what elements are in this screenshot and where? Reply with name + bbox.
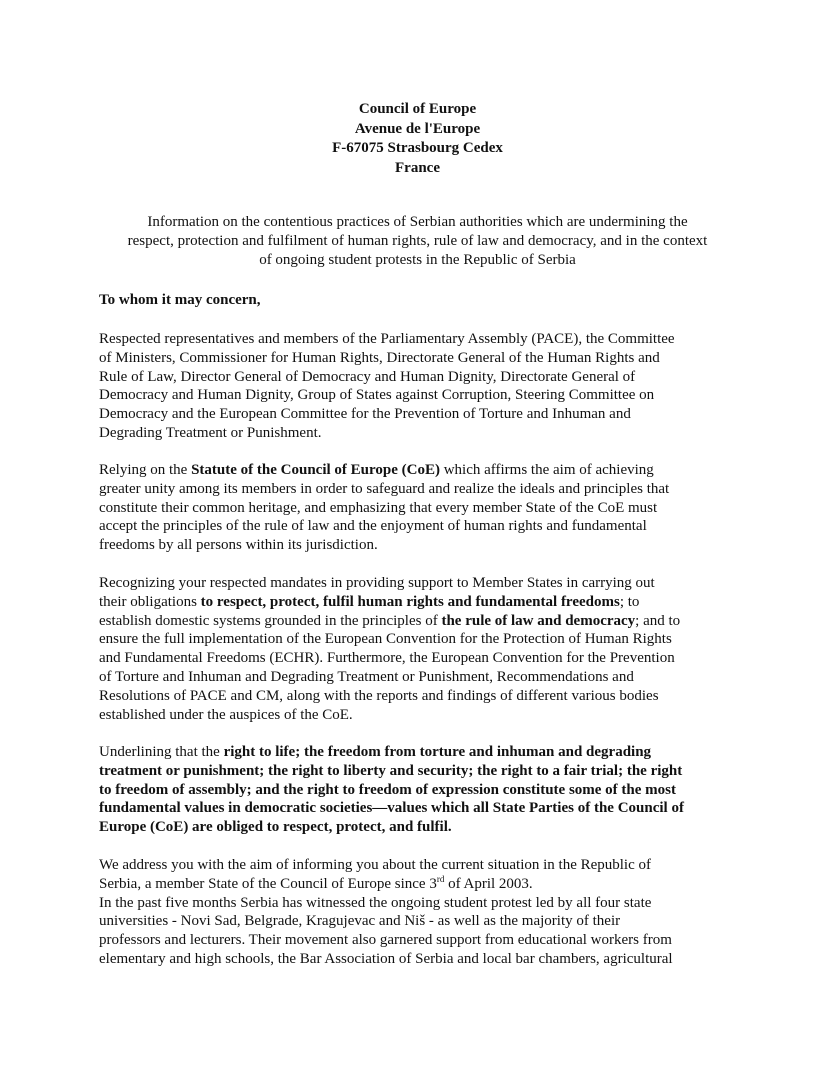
bold-text-line: Europe (CoE) are obliged to respect, protect, and fulfil. <box>99 819 452 836</box>
text-line: Respected representatives and members of the Parliamentary Assembly (PACE), the Committee <box>99 331 675 347</box>
text-line: Democracy and the European Committee for the Prevention of Torture and Inhuman and <box>99 406 631 423</box>
paragraph-mandates <box>99 574 749 724</box>
text-line: ensure the full implementation of the European Convention for the Protection of Human Rights <box>99 631 672 648</box>
paragraph-situation <box>99 856 749 969</box>
text-line: universities - Novi Sad, Belgrade, Kragujevac and Niš - as well as the majority of their <box>99 913 621 930</box>
subject-line: of ongoing student protests in the Republic of Serbia <box>259 251 576 268</box>
text-line: of Ministers, Commissioner for Human Rights, Directorate General of the Human Rights and <box>99 349 660 366</box>
paragraph-rights <box>99 743 749 837</box>
address-line: France <box>395 159 440 176</box>
bold-text-line: fundamental values in democratic societies—values which all State Parties of the Council of <box>99 800 684 817</box>
text-line: In the past five months Serbia has witnessed the ongoing student protest led by all four state <box>99 894 652 911</box>
text-line: of Torture and Inhuman and Degrading Treatment or Punishment, Recommendations and <box>99 668 634 685</box>
text-line: greater unity among its members in order to safeguard and realize the ideals and principles that <box>99 480 670 497</box>
text-line: accept the principles of the rule of law and the enjoyment of human rights and fundamental <box>99 518 647 535</box>
paragraph-statute <box>99 461 749 555</box>
text-run: ; to <box>619 593 640 610</box>
text-line: Resolutions of PACE and CM, along with the reports and findings of different various bodies <box>99 687 659 704</box>
address-line: Council of Europe <box>358 101 477 117</box>
text-line <box>99 593 749 612</box>
text-run: their obligations <box>99 593 201 610</box>
subject-line: Information on the contentious practices of Serbian authorities which are undermining the <box>147 214 688 230</box>
ordinal-suffix: rd <box>436 873 445 884</box>
text-line: Degrading Treatment or Punishment. <box>99 424 322 441</box>
bold-text-line: to freedom of assembly; and the right to freedom of expression constitute some of the most <box>99 781 677 798</box>
subject-line: respect, protection and fulfilment of human rights, rule of law and democracy, and in the context <box>127 232 708 249</box>
text-line: Rule of Law, Director General of Democracy and Human Dignity, Directorate General of <box>99 368 636 385</box>
text-line: professors and lecturers. Their movement also garnered support from educational workers from <box>99 932 672 949</box>
paragraph-addressees <box>99 330 749 443</box>
bold-text-line: treatment or punishment; the right to liberty and security; the right to a fair trial; the right <box>99 762 683 779</box>
recipient-address <box>0 100 835 178</box>
subject-heading <box>92 213 743 269</box>
text-line <box>99 612 749 631</box>
address-line: F-67075 Strasbourg Cedex <box>332 140 503 156</box>
text-line: We address you with the aim of informing you about the current situation in the Republic of <box>99 857 652 873</box>
text-line: and Fundamental Freedoms (ECHR). Furthermore, the European Convention for the Prevention <box>99 650 675 667</box>
text-run: Underlining that the <box>99 744 224 760</box>
text-line: elementary and high schools, the Bar Association of Serbia and local bar chambers, agricultural <box>99 950 673 967</box>
salutation: To whom it may concern, <box>99 292 261 308</box>
text-run: ; and to <box>635 612 681 629</box>
bold-text-run: the rule of law and democracy <box>441 612 636 629</box>
text-line: freedoms by all persons within its jurisdiction. <box>99 537 378 554</box>
text-line: Recognizing your respected mandates in providing support to Member States in carrying out <box>99 575 655 591</box>
text-line: established under the auspices of the CoE. <box>99 706 353 723</box>
text-line <box>99 461 749 480</box>
text-line: constitute their common heritage, and emphasizing that every member State of the CoE must <box>99 499 658 516</box>
text-run: which affirms the aim of achieving <box>439 462 654 478</box>
text-run: Serbia, a member State of the Council of Europe since 3 <box>99 875 437 892</box>
text-line: Democracy and Human Dignity, Group of States against Corruption, Steering Committee on <box>99 387 655 404</box>
text-run: of April 2003. <box>444 875 533 892</box>
text-line <box>99 743 749 762</box>
text-run: Relying on the <box>99 462 192 478</box>
text-line <box>99 875 749 894</box>
bold-text-run: right to life; the freedom from torture and inhuman and degrading <box>223 744 652 760</box>
address-line: Avenue de l'Europe <box>354 120 481 137</box>
text-run: establish domestic systems grounded in the principles of <box>99 612 442 629</box>
bold-text-run: Statute of the Council of Europe (CoE) <box>191 462 440 478</box>
bold-text-run: to respect, protect, fulfil human rights and fundamental freedoms <box>200 593 620 610</box>
